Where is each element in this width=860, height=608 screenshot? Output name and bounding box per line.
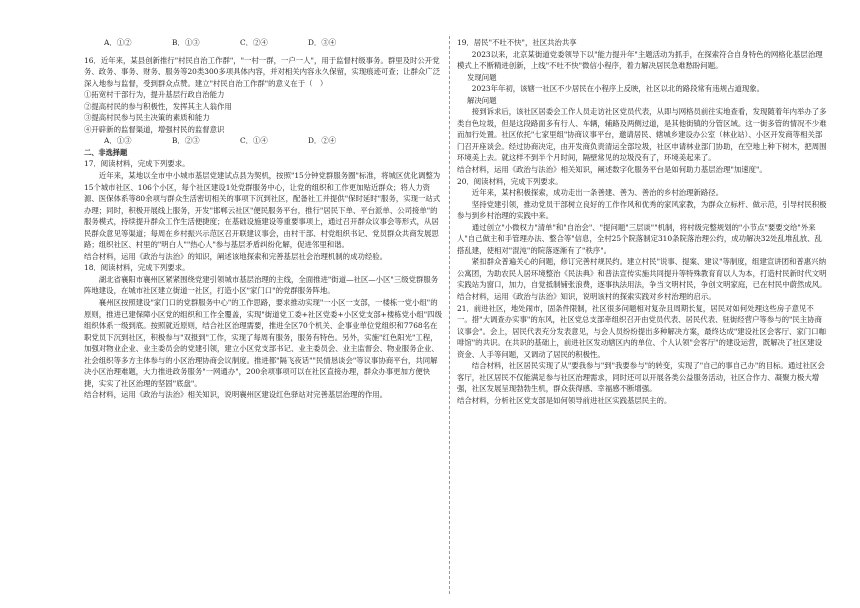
q20-material-4: 紧扣群众普遍关心的问题，修订完善村规民约。建立村民"说事、提案、建议"等制度，组建宣讲团和普惠兴纳公寓团，为助农民人居环境整治《民法典》和普法宣传实施共同提升等特殊教育育以人为本，打造村民新时代文明实践站为窗口，加力，自觉抵制铺张浪费，逐事执法用法，争当文明村民，争创文明家庭，已在村民中蔚然成风。: [457, 257, 827, 290]
q18-material-1: 湖北省襄阳市襄州区紧紧围绕党建引领城市基层治理的主线，全面推进"街道—社区—小区"三级党群服务阵地建设，在城市社区建立街道一社区，打造小区"家门口"的党群服务阵地。: [84, 274, 439, 296]
q21-material: 结合材料，社区居民实现了从"要我参与"到"我要参与"的转变，实现了"自己的事自己办"的目标。通过社区会客厅，社区居民不仅能满足参与社区治理需求，同时还可以开展各类公益服务活动，社区合作力、凝聚力极大增强，社区发展呈现勃勃生机，群众获得感、幸福感不断增强。: [457, 361, 825, 394]
q16-stem: 16．近年来，某县创新推行"村民自治工作群"，"一村一群，一户一人"，用于监督村级事务。群里及时公开党务、政务、事务、财务、服务等20类300多项具体内容，并对相关内容永久保留，实现痕迹可查；让群众广泛深入地参与监督，受到群众点赞。建立"村民自治工作群"的意义在于（ ）: [84, 55, 441, 88]
option-a: A．①②: [104, 38, 132, 47]
q16-item-1: ①拓宽村干部行为，提升基层行政自治能力: [84, 90, 225, 100]
q19-task: 结合材料，运用《政治与法治》相关知识，阐述数字化服务平台是如何助力基层治理"加速度"。: [457, 165, 767, 175]
q17-task: 结合材料，运用《政治与法治》的知识，阐述该地探索和完善基层社会治理机制的成功经验。: [84, 251, 388, 261]
q19-material-1: 2023以来，北京某街道党委领导下以"能力提升年"主题活动为抓手，在探索符合自身特色的网格化基层治理模式上不断精进创新，上线"不吐不快"微信小程序，着力解决居民急难愁盼问题。: [457, 49, 823, 71]
q15-options: [84, 37, 442, 49]
left-column: [84, 37, 442, 597]
option-c: C．①④: [240, 136, 268, 146]
q16-item-3: ③提高村民参与民主决策的素质和能力: [84, 113, 210, 123]
right-column: [457, 37, 827, 597]
q18-task: 结合材料，运用《政治与法治》相关知识，说明襄州区建设红色驿站对完善基层治理的作用。: [84, 390, 388, 400]
option-c: C．②④: [240, 38, 268, 47]
q19-heading: 19．居民"不吐不快"，社区共治共享: [457, 38, 577, 47]
q19-subheading-find: 发现问题: [467, 72, 497, 82]
option-b: B．①③: [172, 38, 200, 47]
q16-item-4: ④开辟新的监督渠道，增强村民的监督意识: [84, 124, 225, 134]
q16-options: [84, 135, 442, 147]
option-b: B．②③: [172, 136, 200, 146]
q20-heading: 20．阅读材料，完成下列要求。: [457, 176, 563, 186]
option-d: D．③④: [308, 38, 337, 47]
q20-material-2: 坚持党建引领，推动党员干部树立良好的工作作风和优秀的家风家教，为群众立标杆、做示范，引导村民积极参与到乡村治理的实践中来。: [457, 199, 827, 221]
q19-material-3: 接到诉求后，该社区居委会工作人员走访社区党员代表，从即与网格员前往实地查看，发现随着年内举办了多类自色垃圾，但是这段路面多有行人、车辆，辅路及两侧过道，是其他街镇的分管区域。这一街多管的情况不少难而加行处置。社区依托"七家里组"协商议事平台，邀请居民、辖城乡建设办公室（林业站）、小区开发商等相关部门召开座谈会。经过协商决定，由开发商负责清运全部垃圾，社区申请林业部门协助，在空地上种下树木，把周围环境美上去。就这样不到半个月时间，隔壁常见的垃圾没有了，环境美起来了。: [457, 107, 827, 163]
option-a: A．①③: [104, 136, 132, 146]
q20-material-1: 近年来，某村积极探索，成功走出一条善建、善为、善治的乡村治理新路径。: [471, 188, 724, 198]
q21-heading: 21．前进社区，地处闹市，固条件限制，社区很多问题相对复杂且周期长复，居民对如何处理这些房子意见不一。措"大调查办实事"的东风，社区党总支部牵组织召开由党员代表、居民代表、驻街经营户等参与的"民主协商议事会"。会上，居民代表充分发表意见，与会人员纷纷提出多种解决方案，最终达成"建设社区会客厅、家门口咖啡馆"的共识。在共识的基础上，前进社区发动辖区内的单位、个人认领"会客厅"的建设运营，既解决了社区建设资金、人手等问题，又调动了居民的积极性。: [457, 303, 826, 359]
q18-material-2: 襄州区按照建设"家门口的党群服务中心"的工作思路，要求推动实现"一小区一支部，一楼栋一党小组"的原则，推进已建保障小区党的组织和工作全覆盖，实现"街道党工委+社区党委+小区党支部+楼栋党小组"四级组织体系一级到底。按照就近原则，结合社区治理需要，推进全区70个机关、企事业单位党组织和7768名在职党员下沉到社区，积极参与"双报到"工作，实现了每周有服务，服务有特色。另外，实施"红色阳光"工程，加强对物业企业、业主委员会的党建引领，建立小区党支部书记、业主委员会、业主监督会、物业服务企业、社会组织等多方主体参与的小区治理协商会议制度。推进都"隔飞夜话""民情恳谈会"等议事协商平台，共同解决小区治理难题，大力推进政务服务"一网通办"，200余项事项可以在社区直接办理，群众办事更加方便快捷，实实了社区治理的坚固"底盘"。: [84, 298, 442, 388]
q20-task: 结合材料，运用《政治与法治》知识，说明该村的探索实践对乡村治理的启示。: [457, 292, 716, 302]
q17-heading: 17．阅读材料，完成下列要求。: [84, 159, 190, 169]
option-d: D．②④: [308, 136, 337, 146]
column-divider: [449, 36, 450, 594]
q21-task: 结合材料，分析社区党支部是如何领导前进社区实践基层民主的。: [457, 395, 672, 405]
q17-material: 近年来，某地以全市中小城市基层党建试点县为契机，按照"15分钟党群服务圈"标准，将城区优化调整为15个城市社区、106个小区，每个社区建设1处党群服务中心，让党的组织和工作更加贴近群众；将人力资源、医保体系等80余项与群众生活密切相关的事项下沉到社区，配备社工并提供"保时延时"服务，实现一站式办理；同时，积极开展线上服务，开发"邯郸云社区"便民服务平台，推行"居民下单、平台派单、公司接单"的服务模式，持续提升群众工作生活便捷度；在基础设施建设等重要事项上，通过召开群众议事会等形式，从居民群众意见等渠道；每周在乡村振兴示范区召开联建议事会，由村干部、村党组织书记、党员群众共商发展思路；组织社区、村里的"明白人""热心人"参与基层矛盾纠纷化解，促进邻里和谐。: [84, 171, 441, 250]
q19-subheading-solve: 解决问题: [467, 95, 497, 105]
q20-material-3: 通过创立"小微权力"清单"和"自治会"、"提问题"三层谈""机制，将村级完整规划的"小节点"要要交给"外来人"自己做主和手管理办法、整合等"信息，全村25个院落制定310条院落治理公约，成功解决32处乱堆乱放、乱搭乱建，使相对"混沌"的院落逐渐有了"秩序"。: [457, 222, 822, 255]
section-title: 二、非选择题: [84, 147, 128, 157]
q19-material-2: 2023年年初，该辖一社区不少居民在小程序上反映，社区以北的路段常有违规占道现象。: [471, 84, 765, 94]
q18-heading: 18．阅读材料，完成下列要求。: [84, 263, 190, 273]
q16-item-2: ②提高村民的参与积极性，发挥其主人翁作用: [84, 101, 232, 111]
